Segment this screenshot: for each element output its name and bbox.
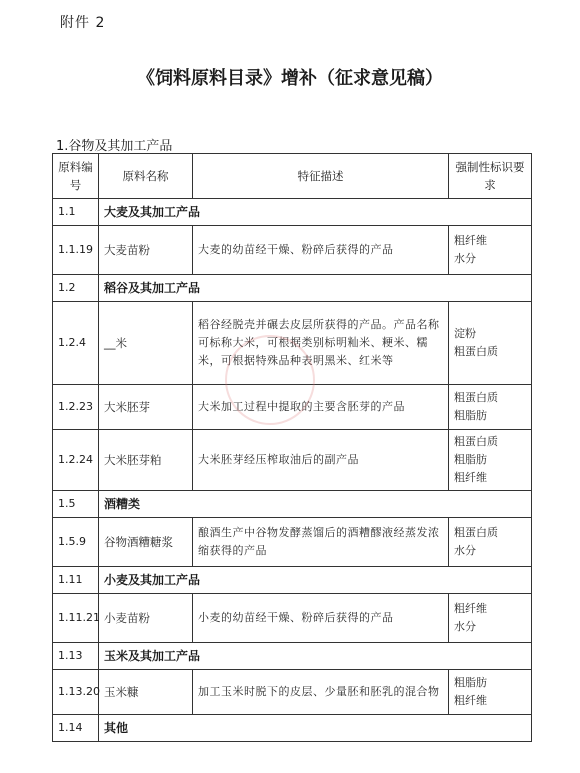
labeling-requirement bbox=[449, 518, 532, 567]
requirement-item: 水分 bbox=[454, 252, 476, 265]
material-name: 小麦苗粉 bbox=[99, 594, 193, 643]
requirement-item: 水分 bbox=[454, 620, 476, 633]
group-name: 其他 bbox=[99, 715, 532, 742]
group-code: 1.11 bbox=[53, 567, 99, 594]
requirement-item: 粗脂肪 bbox=[454, 409, 487, 422]
group-row bbox=[53, 715, 532, 742]
requirement-item: 粗脂肪 bbox=[454, 453, 487, 466]
section-heading: 1.谷物及其加工产品 bbox=[56, 139, 173, 154]
document-title: 《饲料原料目录》增补（征求意见稿） bbox=[137, 68, 443, 89]
group-name: 小麦及其加工产品 bbox=[99, 567, 532, 594]
table-row bbox=[53, 518, 532, 567]
labeling-requirement bbox=[449, 302, 532, 385]
material-code: 1.5.9 bbox=[53, 518, 99, 567]
material-code: 1.2.23 bbox=[53, 385, 99, 430]
feature-description: 稻谷经脱壳并碾去皮层所获得的产品。产品名称可标称大米，可根据类别标明籼米、粳米、糯米，可根据特殊品种表明黑米、红米等 bbox=[193, 302, 449, 385]
requirement-item: 粗纤维 bbox=[454, 694, 487, 707]
table-row bbox=[53, 430, 532, 491]
requirement-item: 粗蛋白质 bbox=[454, 435, 498, 448]
table-row bbox=[53, 670, 532, 715]
group-code: 1.13 bbox=[53, 643, 99, 670]
table-row bbox=[53, 385, 532, 430]
feature-description: 加工玉米时脱下的皮层、少量胚和胚乳的混合物 bbox=[193, 670, 449, 715]
table-row bbox=[53, 302, 532, 385]
material-name: 大麦苗粉 bbox=[99, 226, 193, 275]
header-requirement: 强制性标识要求 bbox=[449, 154, 532, 199]
header-code: 原料编号 bbox=[53, 154, 99, 199]
requirement-item: 水分 bbox=[454, 544, 476, 557]
material-code: 1.13.20 bbox=[53, 670, 99, 715]
group-row bbox=[53, 275, 532, 302]
feature-description: 大米加工过程中提取的主要含胚芽的产品 bbox=[193, 385, 449, 430]
feature-description: 酿酒生产中谷物发酵蒸馏后的酒糟醪液经蒸发浓缩获得的产品 bbox=[193, 518, 449, 567]
material-name: 玉米糠 bbox=[99, 670, 193, 715]
requirement-item: 粗纤维 bbox=[454, 602, 487, 615]
requirement-item: 淀粉 bbox=[454, 327, 476, 340]
table-header-row bbox=[53, 154, 532, 199]
table-body bbox=[53, 199, 532, 742]
material-code: 1.2.24 bbox=[53, 430, 99, 491]
labeling-requirement bbox=[449, 226, 532, 275]
table-row bbox=[53, 594, 532, 643]
requirement-item: 粗蛋白质 bbox=[454, 345, 498, 358]
labeling-requirement bbox=[449, 385, 532, 430]
group-name: 大麦及其加工产品 bbox=[99, 199, 532, 226]
feature-description: 小麦的幼苗经干燥、粉碎后获得的产品 bbox=[193, 594, 449, 643]
requirement-item: 粗脂肪 bbox=[454, 676, 487, 689]
header-name: 原料名称 bbox=[99, 154, 193, 199]
material-code: 1.2.4 bbox=[53, 302, 99, 385]
labeling-requirement bbox=[449, 670, 532, 715]
group-code: 1.5 bbox=[53, 491, 99, 518]
group-row bbox=[53, 643, 532, 670]
group-row bbox=[53, 567, 532, 594]
table-row bbox=[53, 226, 532, 275]
attachment-label: 附件 2 bbox=[60, 15, 106, 31]
group-row bbox=[53, 491, 532, 518]
group-code: 1.1 bbox=[53, 199, 99, 226]
labeling-requirement bbox=[449, 430, 532, 491]
requirement-item: 粗蛋白质 bbox=[454, 391, 498, 404]
material-name: __米 bbox=[99, 302, 193, 385]
material-code: 1.1.19 bbox=[53, 226, 99, 275]
feature-description: 大麦的幼苗经干燥、粉碎后获得的产品 bbox=[193, 226, 449, 275]
group-name: 稻谷及其加工产品 bbox=[99, 275, 532, 302]
group-name: 酒糟类 bbox=[99, 491, 532, 518]
group-code: 1.2 bbox=[53, 275, 99, 302]
labeling-requirement bbox=[449, 594, 532, 643]
group-row bbox=[53, 199, 532, 226]
material-code: 1.11.21 bbox=[53, 594, 99, 643]
group-code: 1.14 bbox=[53, 715, 99, 742]
requirement-item: 粗纤维 bbox=[454, 234, 487, 247]
feed-material-table bbox=[52, 153, 532, 742]
header-feature: 特征描述 bbox=[193, 154, 449, 199]
feature-description: 大米胚芽经压榨取油后的副产品 bbox=[193, 430, 449, 491]
requirement-item: 粗纤维 bbox=[454, 471, 487, 484]
material-name: 谷物酒糟糖浆 bbox=[99, 518, 193, 567]
requirement-item: 粗蛋白质 bbox=[454, 526, 498, 539]
material-name: 大米胚芽 bbox=[99, 385, 193, 430]
group-name: 玉米及其加工产品 bbox=[99, 643, 532, 670]
material-name: 大米胚芽粕 bbox=[99, 430, 193, 491]
